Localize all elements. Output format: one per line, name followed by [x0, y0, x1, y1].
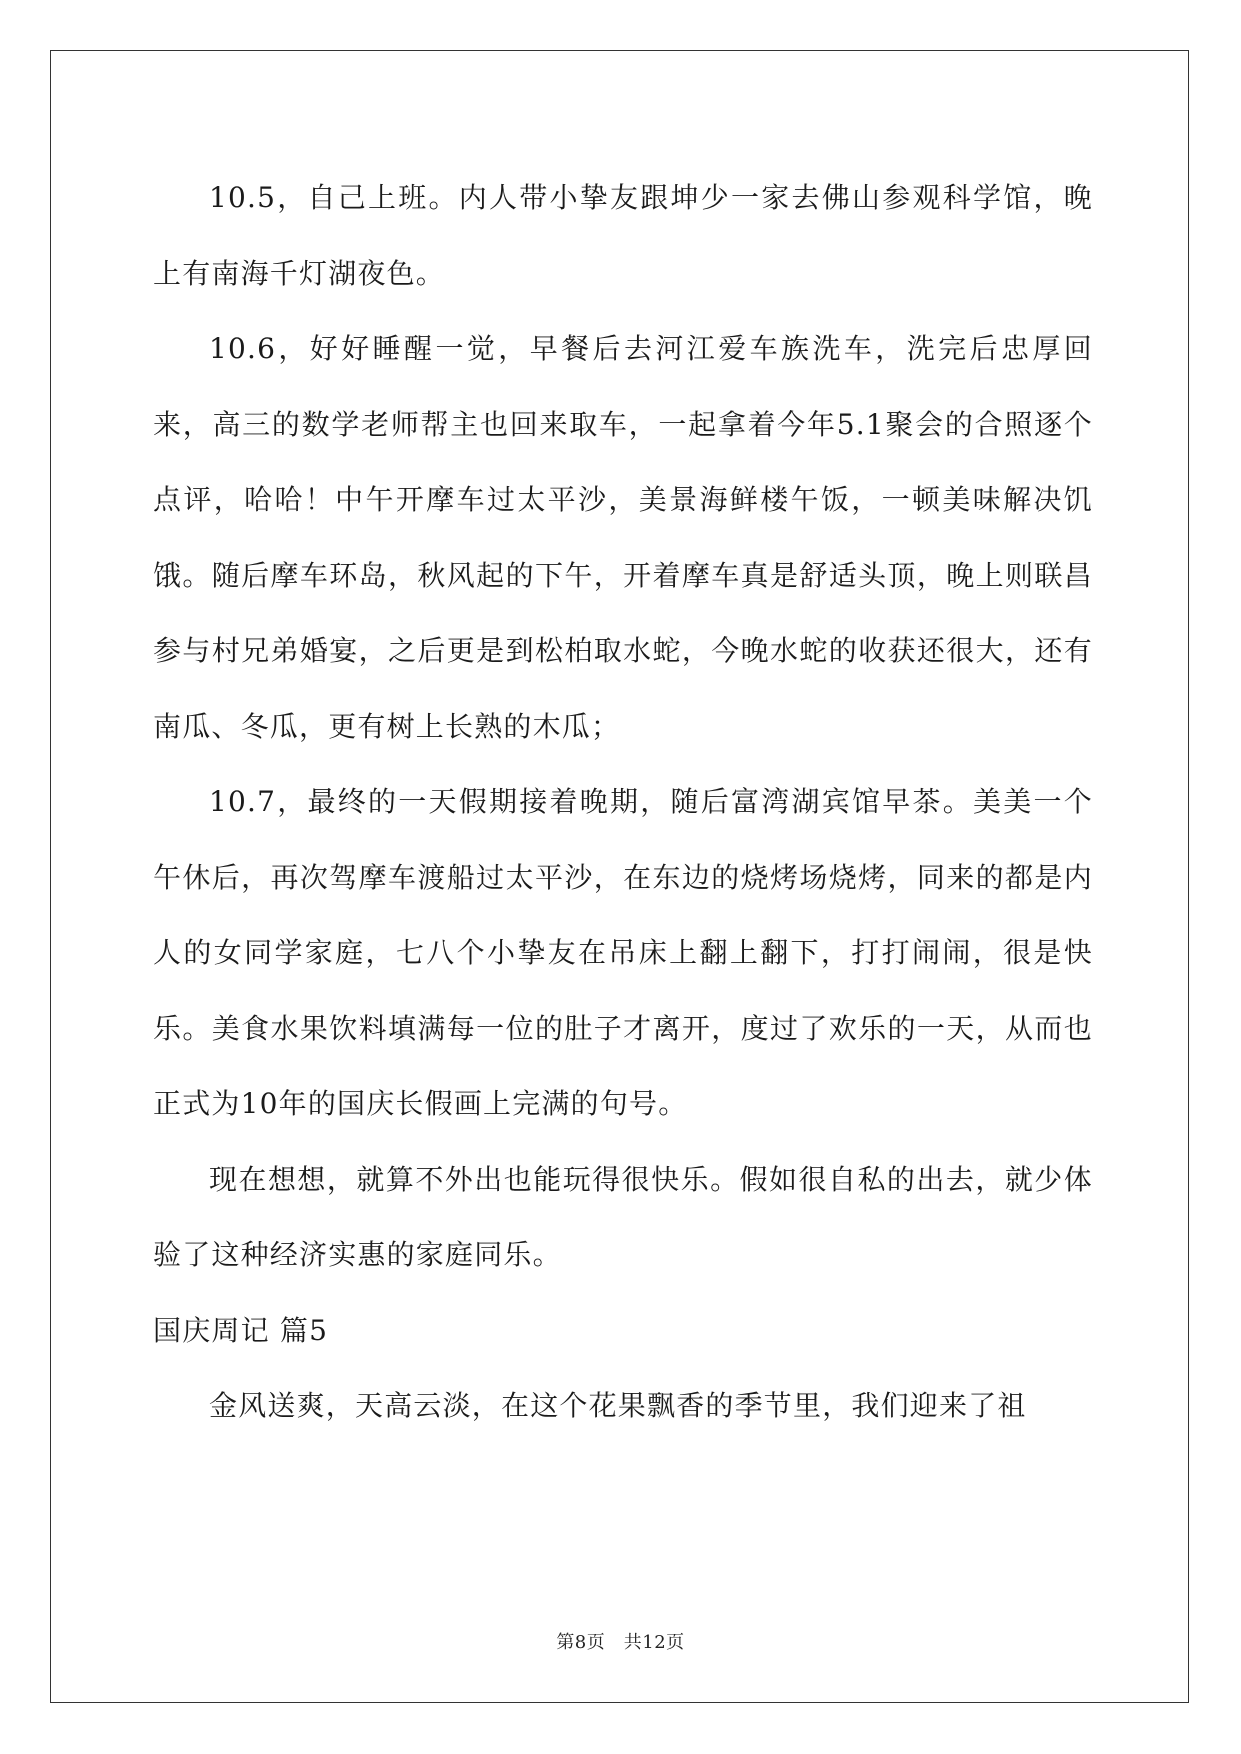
- paragraph-oct-7: 10.7，最终的一天假期接着晚期，随后富湾湖宾馆早茶。美美一个午休后，再次驾摩车渡船过太平沙，在东边的烧烤场烧烤，同来的都是内人的女同学家庭，七八个小挚友在吊床上翻上翻下，打打闹闹，很是快乐。美食水果饮料填满每一位的肚子才离开，度过了欢乐的一天，从而也正式为10年的国庆长假画上完满的句号。: [153, 785, 1093, 1120]
- page-number-footer: 第8页 共12页: [556, 1632, 685, 1653]
- section-heading: 国庆周记 篇5: [153, 1313, 329, 1347]
- paragraph-reflection: 现在想想，就算不外出也能玩得很快乐。假如很自私的出去，就少体验了这种经济实惠的家庭同乐。: [153, 1162, 1093, 1271]
- paragraph-section-5-start: 金风送爽，天高云淡，在这个花果飘香的季节里，我们迎来了祖: [209, 1389, 1027, 1422]
- paragraph-oct-6: 10.6，好好睡醒一觉，早餐后去河江爱车族洗车，洗完后忠厚回来，高三的数学老师帮主也回来取车，一起拿着今年5.1聚会的合照逐个点评，哈哈！中午开摩车过太平沙，美景海鲜楼午饭，一顿美味解决饥饿。随后摩车环岛，秋风起的下午，开着摩车真是舒适头顶，晚上则联昌参与村兄弟婚宴，之后更是到松柏取水蛇，今晚水蛇的收获还很大，还有南瓜、冬瓜，更有树上长熟的木瓜；: [153, 332, 1093, 743]
- paragraph-oct-5: 10.5，自己上班。内人带小挚友跟坤少一家去佛山参观科学馆，晚上有南海千灯湖夜色。: [153, 181, 1093, 290]
- document-body: [153, 160, 1093, 1444]
